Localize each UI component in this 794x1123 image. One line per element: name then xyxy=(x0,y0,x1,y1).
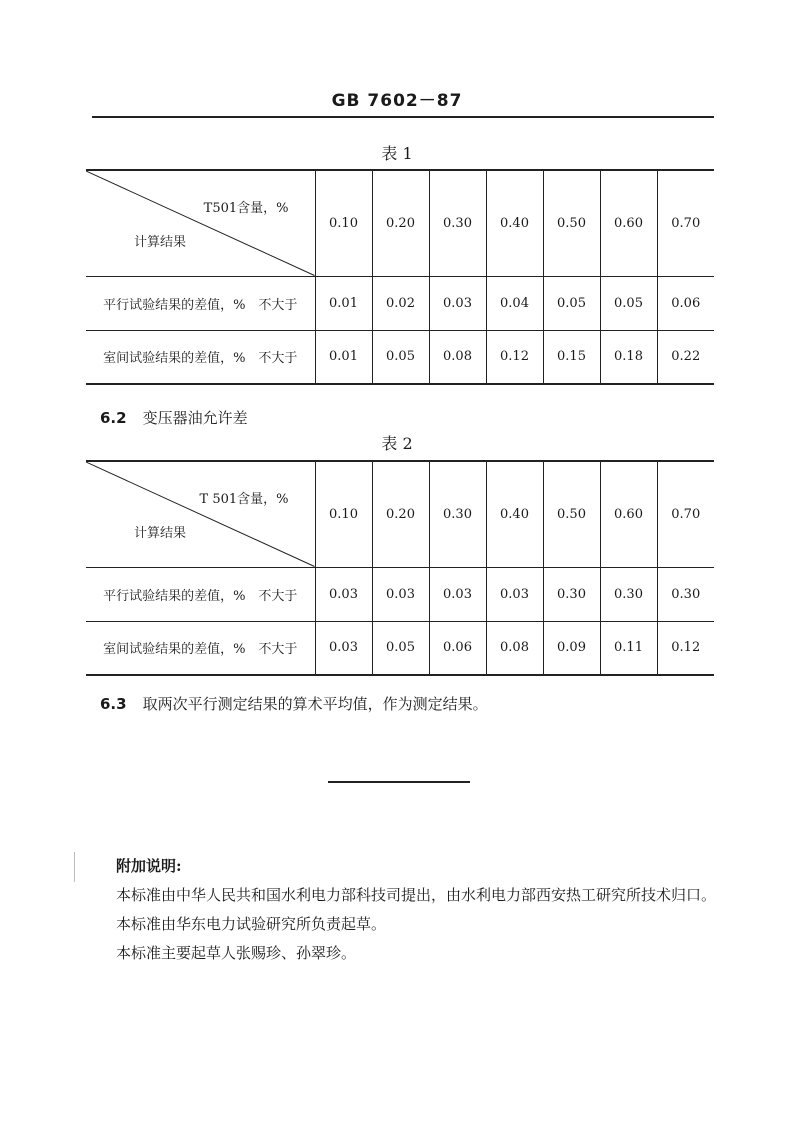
table1-caption: 表 1 xyxy=(381,144,413,163)
table1-cell: 0.02 xyxy=(372,276,429,330)
table1-cell: 0.06 xyxy=(657,276,714,330)
table1-row-label: 平行试验结果的差值，% 不大于 xyxy=(86,276,315,330)
table2-header-row xyxy=(86,461,714,567)
table2-col-header: 0.60 xyxy=(600,461,657,567)
table1-col-header: 0.10 xyxy=(315,170,372,276)
section-6-3 xyxy=(100,693,488,714)
separator-rule xyxy=(328,781,470,783)
table2-row xyxy=(86,567,714,621)
table1-col-header: 0.20 xyxy=(372,170,429,276)
table1-header-row xyxy=(86,170,714,276)
table1-cell: 0.18 xyxy=(600,330,657,384)
table2-cell: 0.30 xyxy=(657,567,714,621)
table1-cell: 0.12 xyxy=(486,330,543,384)
table2-col-header: 0.30 xyxy=(429,461,486,567)
table1-col-header: 0.50 xyxy=(543,170,600,276)
table1-cell: 0.01 xyxy=(315,330,372,384)
table1-row xyxy=(86,330,714,384)
table2-cell: 0.11 xyxy=(600,621,657,675)
table2 xyxy=(86,460,714,676)
table1-cell: 0.08 xyxy=(429,330,486,384)
table1-cell: 0.04 xyxy=(486,276,543,330)
table2-cell: 0.03 xyxy=(315,621,372,675)
table2-caption: 表 2 xyxy=(381,434,413,453)
table2-cell: 0.06 xyxy=(429,621,486,675)
table2-cell: 0.12 xyxy=(657,621,714,675)
notes-title: 附加说明: xyxy=(116,857,182,875)
table1-cell: 0.01 xyxy=(315,276,372,330)
table1-cell: 0.05 xyxy=(600,276,657,330)
section-text: 变压器油允许差 xyxy=(142,409,248,427)
table2-col-header: 0.70 xyxy=(657,461,714,567)
table2-cell: 0.03 xyxy=(315,567,372,621)
table1-col-header: 0.40 xyxy=(486,170,543,276)
section-text: 取两次平行测定结果的算术平均值，作为测定结果。 xyxy=(142,695,488,713)
note-line: 本标准由中华人民共和国水利电力部科技司提出，由水利电力部西安热工研究所技术归口。 xyxy=(116,886,717,904)
table1-cell: 0.03 xyxy=(429,276,486,330)
section-number: 6.3 xyxy=(100,695,127,713)
table2-col-header: 0.40 xyxy=(486,461,543,567)
table2-diagonal-header xyxy=(86,461,315,567)
table1-col-header: 0.60 xyxy=(600,170,657,276)
table2-cell: 0.03 xyxy=(372,567,429,621)
table1-row-label: 室间试验结果的差值，% 不大于 xyxy=(86,330,315,384)
table1 xyxy=(86,169,714,385)
table1-cell: 0.05 xyxy=(372,330,429,384)
table1-row xyxy=(86,276,714,330)
table1-cell: 0.22 xyxy=(657,330,714,384)
note-line: 本标准主要起草人张赐珍、孙翠珍。 xyxy=(116,944,357,962)
header-rule xyxy=(92,116,714,118)
table2-col-header: 0.10 xyxy=(315,461,372,567)
table1-col-header: 0.70 xyxy=(657,170,714,276)
table1-cell: 0.15 xyxy=(543,330,600,384)
table2-header-bottom: 计算结果 xyxy=(134,525,187,541)
table2-col-header: 0.20 xyxy=(372,461,429,567)
diagonal-line xyxy=(86,462,315,567)
page-header-title: GB 7602－87 xyxy=(331,91,463,111)
table2-header-top: T 501含量，% xyxy=(199,492,289,507)
margin-mark xyxy=(74,852,75,882)
table2-cell: 0.03 xyxy=(429,567,486,621)
table2-cell: 0.30 xyxy=(543,567,600,621)
table2-cell: 0.05 xyxy=(372,621,429,675)
section-number: 6.2 xyxy=(100,409,127,427)
table1-cell: 0.05 xyxy=(543,276,600,330)
table2-row xyxy=(86,621,714,675)
table2-row-label: 室间试验结果的差值，% 不大于 xyxy=(86,621,315,675)
diagonal-line xyxy=(86,171,315,276)
additional-notes xyxy=(116,852,716,968)
note-line: 本标准由华东电力试验研究所负责起草。 xyxy=(116,915,387,933)
section-6-2 xyxy=(100,407,248,428)
table1-col-header: 0.30 xyxy=(429,170,486,276)
table1-diagonal-header xyxy=(86,170,315,276)
table2-cell: 0.03 xyxy=(486,567,543,621)
table1-header-top: T501含量，% xyxy=(203,201,289,216)
table1-header-bottom: 计算结果 xyxy=(134,234,187,250)
table2-col-header: 0.50 xyxy=(543,461,600,567)
table2-cell: 0.08 xyxy=(486,621,543,675)
table2-row-label: 平行试验结果的差值，% 不大于 xyxy=(86,567,315,621)
table2-cell: 0.09 xyxy=(543,621,600,675)
table2-cell: 0.30 xyxy=(600,567,657,621)
